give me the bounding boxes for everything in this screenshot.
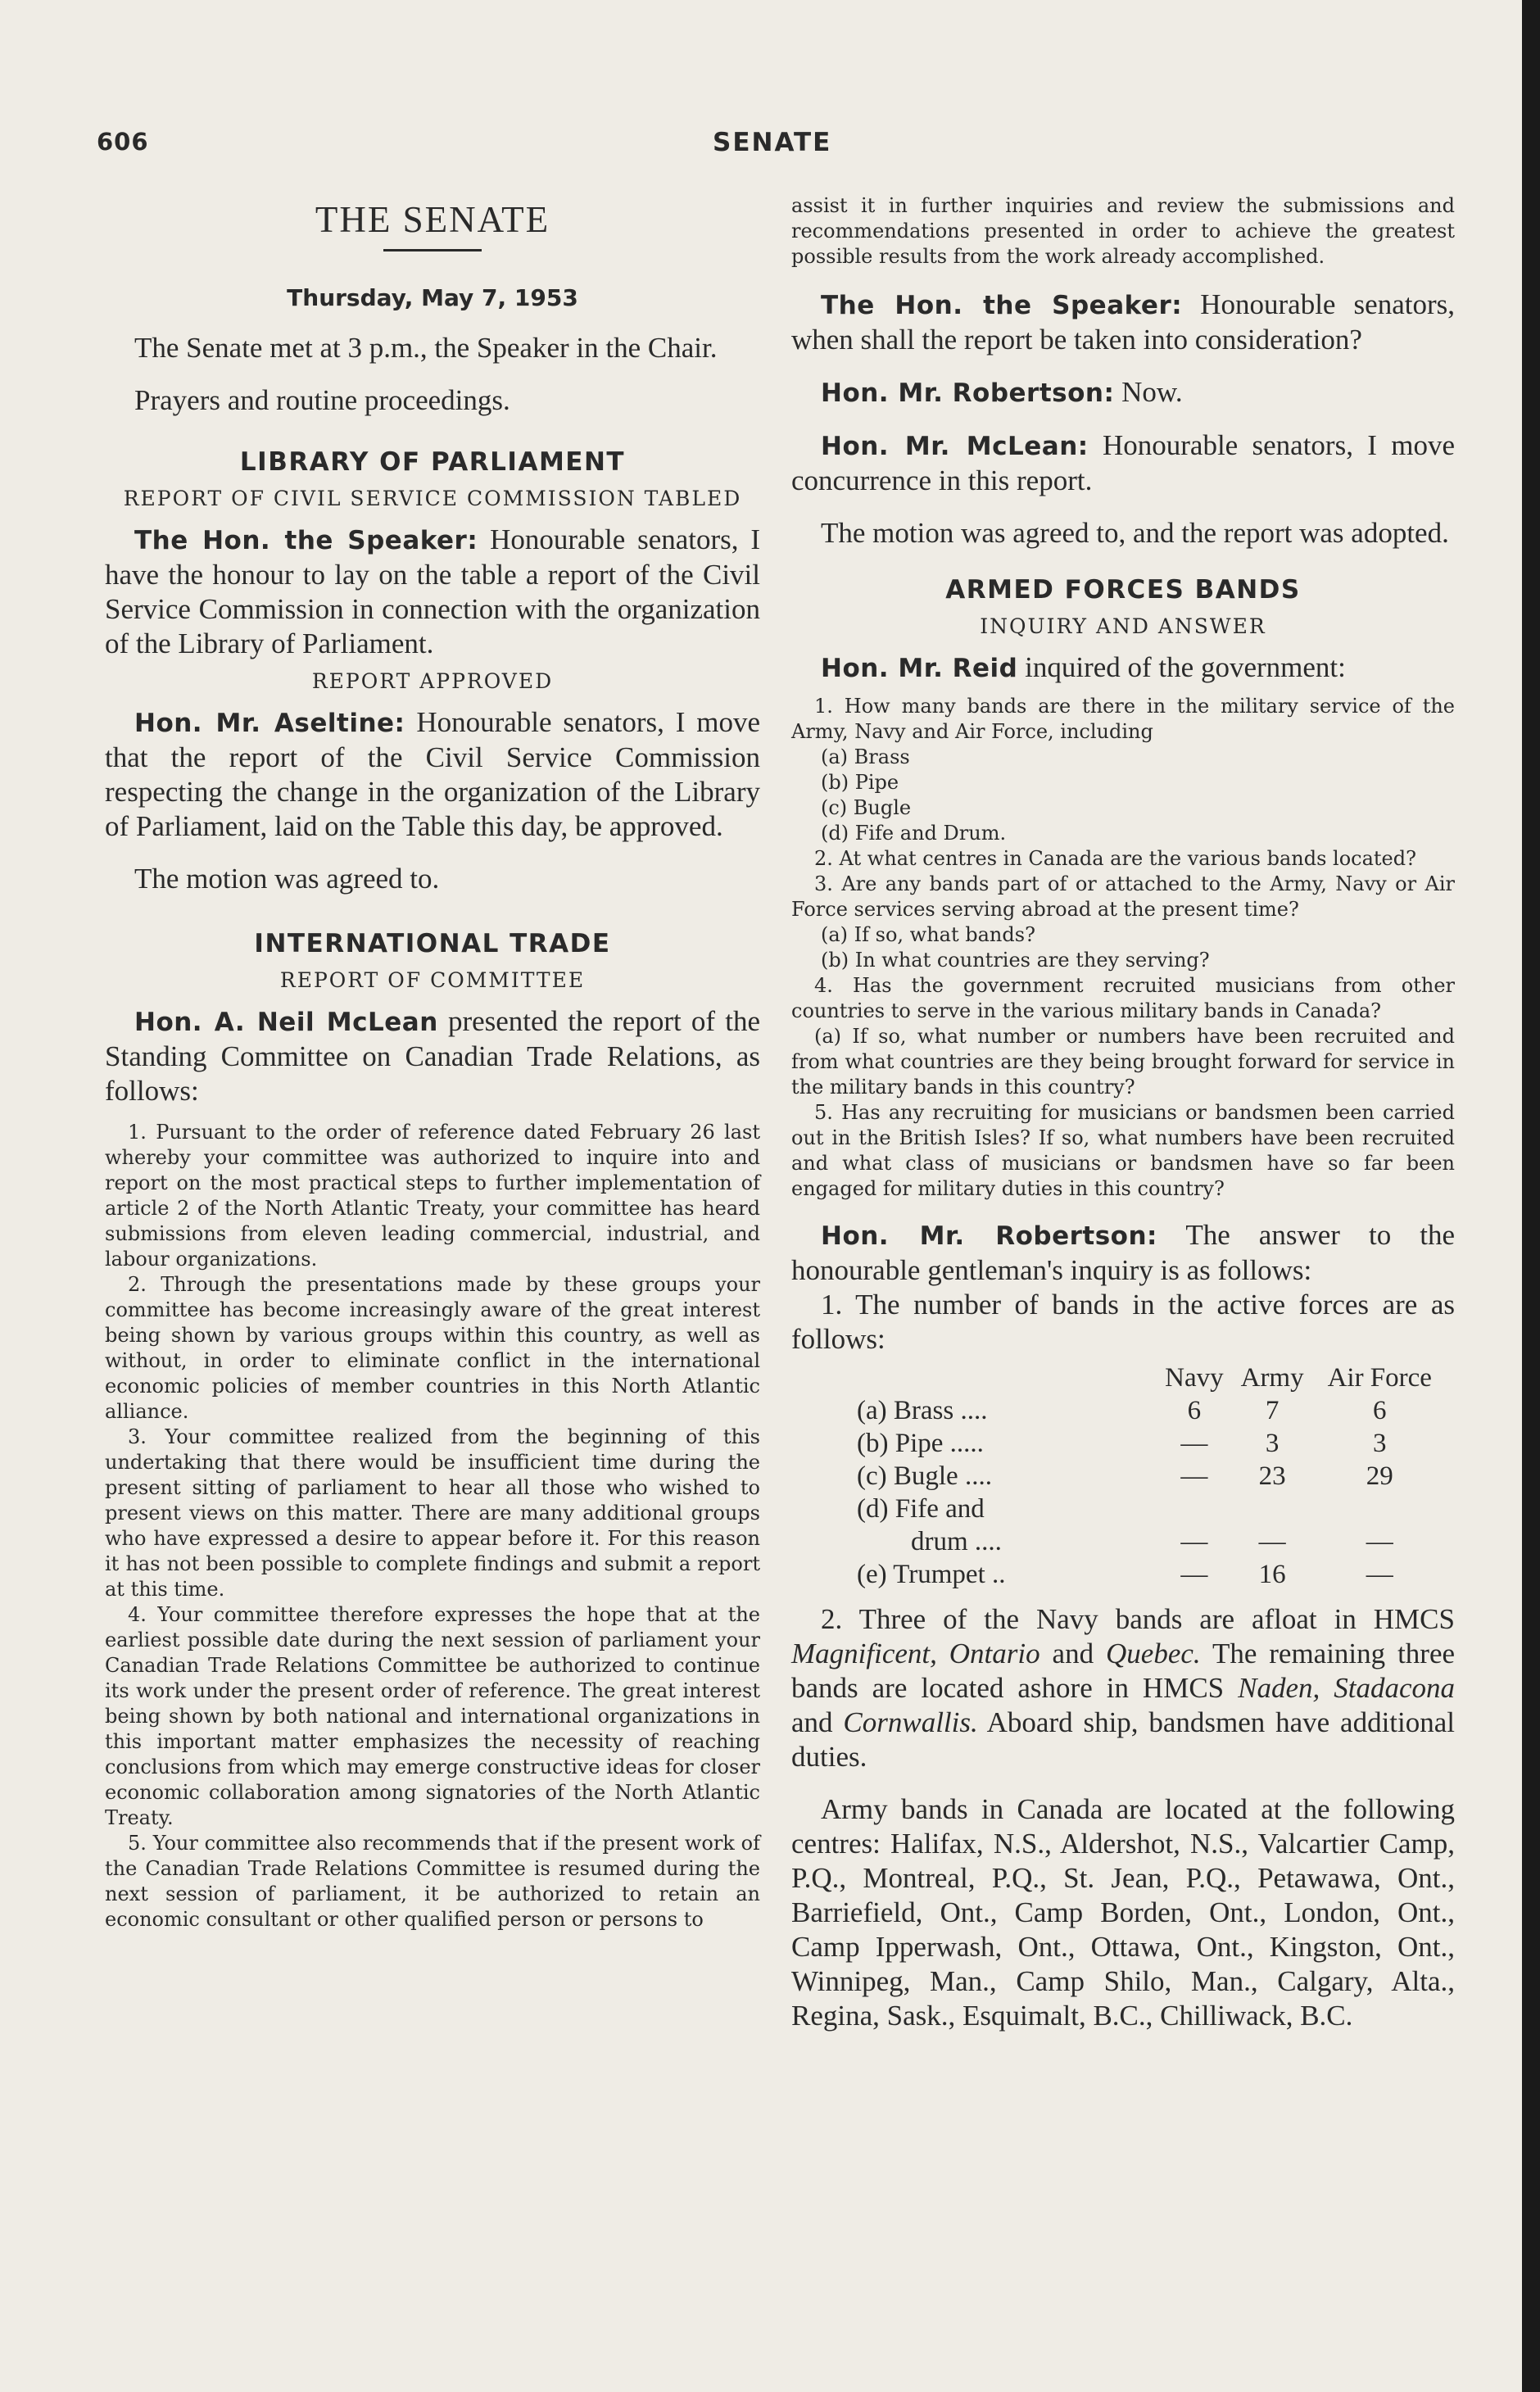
table-row [857, 1394, 1447, 1427]
question-sub: (c) Bugle [821, 796, 912, 819]
speech-text: Honourable senators, I have the honour to lay on the table a report of the Civil Service Commission in connection with the organization of the Library of Parliament. [105, 523, 760, 659]
speaker-name: Hon. Mr. Robertson: [821, 1221, 1157, 1251]
reid-paragraph [791, 650, 1455, 686]
report-item: 5. Your committee also recommends that if the present work of the Canadian Trade Relations Committee is resumed during the next session of parliament, it be authorized to retain an economic consultant or other qualified person or persons to [105, 1832, 760, 1931]
answer-text: and [791, 1706, 833, 1738]
report-continuation: assist it in further inquiries and review the submissions and recommendations presented in order to achieve the greatest possible results from the work already accomplished. [791, 194, 1455, 268]
speech-text: inquired of the government: [1025, 651, 1346, 683]
library-subheading: REPORT OF CIVIL SERVICE COMMISSION TABLED [123, 487, 742, 510]
speech-text: Honourable senators, I move concurrence in this report. [791, 429, 1455, 496]
navy-cell: — [1180, 1429, 1208, 1458]
bands-subheading: INQUIRY AND ANSWER [980, 614, 1266, 638]
answer-3: Army bands in Canada are located at the following centres: Halifax, N.S., Aldershot, N.S., Valcartier Camp, P.Q., Montreal, P.Q., St. Jean, P.Q., Petawawa, Ont., Barriefield, Ont., Camp Borden, Ont., London, Ont., Camp Ipperwash, Ont., Ottawa, Ont., Kingston, Ont., Winnipeg, Man., Camp Shilo, Man., Calgary, Alta., Regina, Sask., Esquimalt, B.C., Chilliwack, B.C. [791, 1793, 1455, 2032]
speaker-name: Hon. Mr. Robertson: [821, 378, 1115, 408]
right-column [791, 193, 1455, 2051]
page-number: 606 [97, 128, 149, 156]
motion-agreed: The motion was agreed to. [134, 863, 440, 895]
prayers-paragraph: Prayers and routine proceedings. [134, 384, 510, 416]
trade-heading: INTERNATIONAL TRADE [254, 929, 611, 958]
left-column [105, 193, 760, 1932]
air-cell: — [1366, 1560, 1393, 1589]
bands-table [857, 1361, 1447, 1591]
question: 5. Has any recruiting for musicians or bandsmen been carried out in the British Isles? If so, what numbers have been recruited and what class of musicians or bandsmen have so far been engaged for military duties in this country? [791, 1101, 1455, 1200]
army-cell: 23 [1258, 1461, 1286, 1491]
column-header: Air Force [1327, 1363, 1432, 1393]
row-label: drum .... [911, 1527, 1002, 1556]
question-sub: (b) Pipe [821, 771, 899, 794]
question-sub: (a) If so, what bands? [821, 923, 1035, 946]
column-header: Army [1240, 1363, 1304, 1393]
table-row [857, 1558, 1447, 1591]
library-speaker-paragraph [105, 523, 760, 661]
air-cell: — [1366, 1527, 1393, 1556]
table-row [857, 1493, 1447, 1525]
title-rule [383, 249, 482, 251]
army-cell: 16 [1258, 1560, 1286, 1589]
bands-heading: ARMED FORCES BANDS [945, 575, 1301, 605]
speaker-name: The Hon. the Speaker: [134, 526, 478, 555]
main-title: THE SENATE [315, 199, 550, 240]
ship-names: Naden, Stadacona [1238, 1672, 1455, 1704]
air-cell: 6 [1373, 1396, 1387, 1425]
row-label: (c) Bugle .... [857, 1461, 992, 1491]
air-cell [1313, 1493, 1447, 1525]
speaker-name: Hon. A. Neil McLean [134, 1008, 438, 1037]
speech-text: presented the report of the Standing Committee on Canadian Trade Relations, as follows: [105, 1005, 760, 1107]
scan-edge [1522, 0, 1540, 2392]
robertson-answer-paragraph [791, 1218, 1455, 1288]
report-item: 4. Your committee therefore expresses the hope that at the earliest possible date during the next session of parliament your Canadian Trade Relations Committee be authorized to continue its work under the present order of reference. The great interest being shown by both national and international organizations in this important matter emphasizes the necessity of reaching conclusions from which may emerge constructive ideas for closer economic collaboration among signatories of the North Atlantic Treaty. [105, 1603, 760, 1829]
report-item: 2. Through the presentations made by these groups your committee has become increasingly aware of the great interest being shown by various groups within this country, as well as without, in order to eliminate conflict in the international economic policies of member countries in this North Atlantic alliance. [105, 1273, 760, 1423]
sitting-date: Thursday, May 7, 1953 [287, 284, 578, 311]
army-cell: — [1258, 1527, 1286, 1556]
navy-cell: — [1180, 1560, 1208, 1589]
question-sub: (d) Fife and Drum. [821, 822, 1007, 845]
answer-text: Aboard ship, bandsmen have additional duties. [791, 1706, 1455, 1773]
question: 1. How many bands are there in the military service of the Army, Navy and Air Force, including [791, 695, 1455, 743]
speech-text: Now. [1121, 376, 1183, 408]
ship-names: Magnificent, Ontario [791, 1638, 1040, 1669]
answer-text: 2. Three of the Navy bands are afloat in HMCS [821, 1603, 1455, 1635]
speech-text: The answer to the honourable gentleman's inquiry is as follows: [791, 1219, 1455, 1286]
report-item: 3. Your committee realized from the beginning of this undertaking that there would be insufficient time during the present sitting of parliament to hear all those who wished to present views on this matter. There are many additional groups who have expressed a desire to appear before it. For this reason it has not been possible to complete findings and submit a report at this time. [105, 1425, 760, 1601]
answer-text: and [1052, 1638, 1094, 1669]
question-sub: (a) Brass [821, 745, 910, 768]
answer-2 [791, 1602, 1455, 1774]
table-row [857, 1460, 1447, 1493]
ship-names: Quebec. [1106, 1638, 1201, 1669]
running-title: SENATE [713, 128, 832, 157]
army-cell [1232, 1493, 1313, 1525]
table-header-row [857, 1361, 1447, 1394]
trade-subheading: REPORT OF COMMITTEE [279, 968, 586, 992]
question: 3. Are any bands part of or attached to the Army, Navy or Air Force services serving abroad at the present time? [791, 872, 1455, 921]
question-sub: (b) In what countries are they serving? [821, 949, 1210, 972]
navy-cell: 6 [1187, 1396, 1202, 1425]
table-row [857, 1427, 1447, 1460]
aseltine-paragraph [105, 705, 760, 844]
army-cell: 3 [1265, 1429, 1280, 1458]
army-cell: 7 [1265, 1396, 1280, 1425]
library-heading: LIBRARY OF PARLIAMENT [239, 447, 626, 477]
table-row [857, 1525, 1447, 1558]
navy-cell: — [1180, 1527, 1208, 1556]
answer-1: 1. The number of bands in the active forces are as follows: [791, 1289, 1455, 1355]
question: 4. Has the government recruited musicians from other countries to serve in the various military bands in Canada? [791, 974, 1455, 1022]
column-header: Navy [1165, 1363, 1224, 1393]
report-approved-subheading: REPORT APPROVED [311, 669, 554, 693]
row-label: (d) Fife and [857, 1494, 985, 1524]
air-cell: 3 [1373, 1429, 1387, 1458]
answer-text: The remaining three bands are located ashore in HMCS [791, 1638, 1456, 1704]
row-label: (e) Trumpet .. [857, 1560, 1006, 1589]
navy-cell: — [1180, 1461, 1208, 1491]
ship-names: Cornwallis. [843, 1706, 978, 1738]
robertson-paragraph [791, 375, 1455, 410]
opening-paragraph: The Senate met at 3 p.m., the Speaker in the Chair. [134, 332, 718, 364]
navy-cell [1157, 1493, 1232, 1525]
question: 2. At what centres in Canada are the various bands located? [814, 847, 1416, 870]
report-adopted: The motion was agreed to, and the report was adopted. [821, 517, 1449, 549]
mclean-concurrence-paragraph [791, 428, 1455, 498]
question: (a) If so, what number or numbers have been recruited and from what countries are they being brought forward for service in the military bands in this country? [791, 1025, 1455, 1099]
speech-text: Honourable senators, I move that the report of the Civil Service Commission respecting the change in the organization of the Library of Parliament, laid on the Table this day, be approved. [105, 706, 760, 842]
speaker-question-paragraph [791, 288, 1455, 357]
speaker-name: The Hon. the Speaker: [821, 291, 1183, 320]
row-label: (a) Brass .... [857, 1396, 988, 1425]
report-item: 1. Pursuant to the order of reference dated February 26 last whereby your committee was authorized to inquire into and report on the most practical steps to further implementation of article 2 of the North Atlantic Treaty, your committee has heard submissions from eleven leading commercial, industrial, and labour organizations. [105, 1121, 760, 1271]
mclean-paragraph [105, 1004, 760, 1108]
speaker-name: Hon. Mr. Reid [821, 654, 1018, 683]
row-label: (b) Pipe ..... [857, 1429, 984, 1458]
speaker-name: Hon. Mr. McLean: [821, 432, 1089, 461]
speaker-name: Hon. Mr. Aseltine: [134, 709, 405, 738]
speech-text: Honourable senators, when shall the report be taken into consideration? [791, 288, 1455, 356]
running-head [97, 128, 1461, 161]
air-cell: 29 [1366, 1461, 1393, 1491]
